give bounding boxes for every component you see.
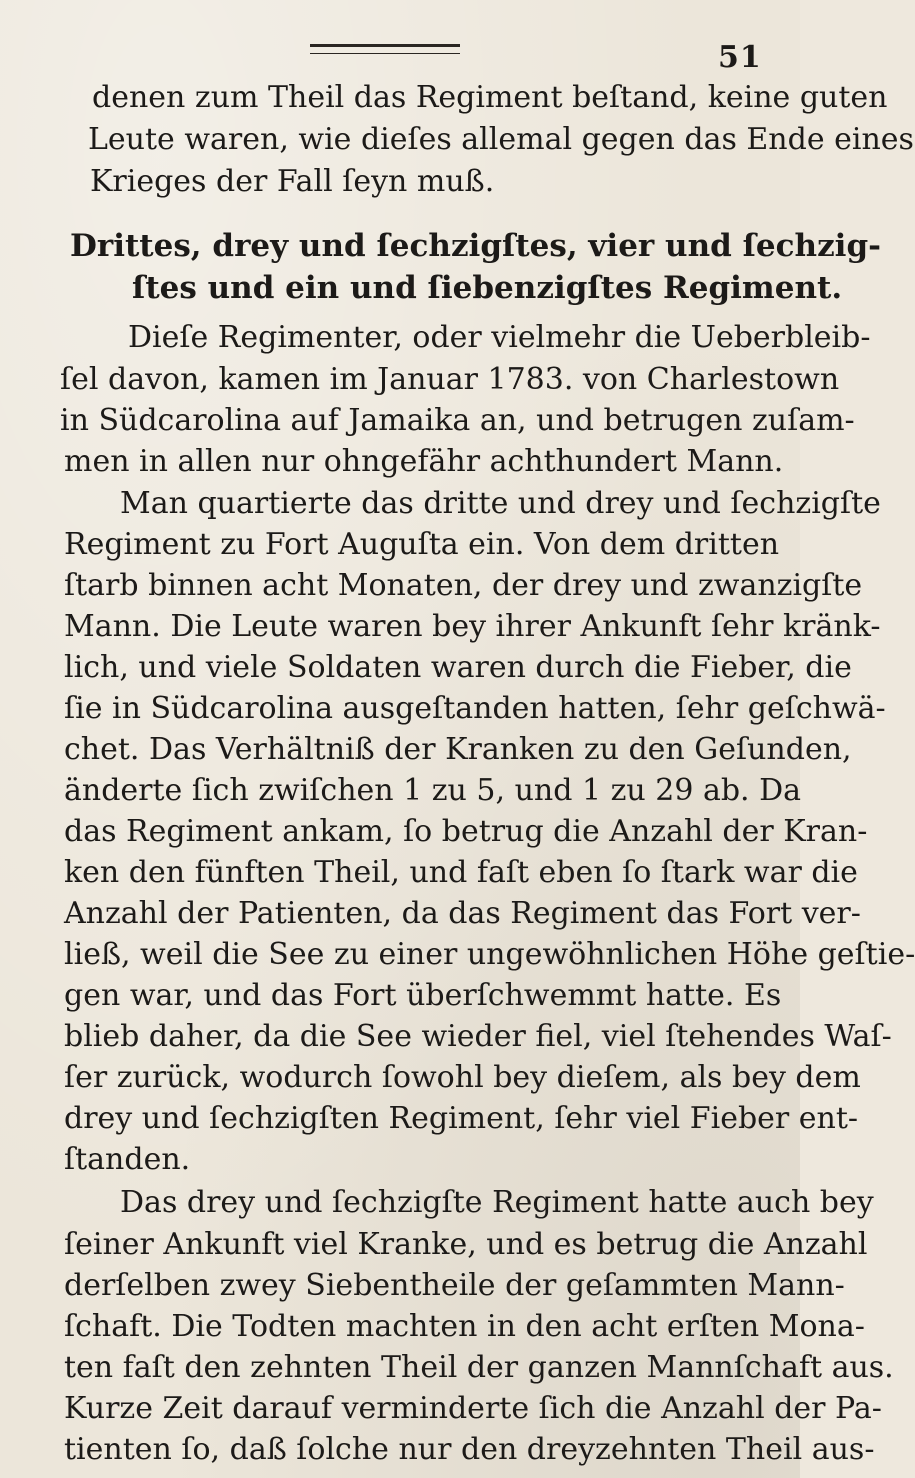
heading-line: Drittes, drey und ſechzigſtes, vier und ſechzig- [70, 228, 881, 264]
text-line: denen zum Theil das Regiment beſtand, keine guten [92, 80, 888, 115]
text-line: änderte ſich zwiſchen 1 zu 5, und 1 zu 29 ab. Da [64, 773, 802, 808]
text-line: Dieſe Regimenter, oder vielmehr die Ueberbleib- [128, 320, 871, 355]
text-line: ſer zurück, wodurch ſowohl bey dieſem, als bey dem [64, 1060, 861, 1095]
text-line: tienten ſo, daß ſolche nur den dreyzehnten Theil aus- [64, 1432, 875, 1467]
text-line: Man quartierte das dritte und drey und ſechzigſte [120, 486, 881, 521]
text-line: Das drey und ſechzigſte Regiment hatte auch bey [120, 1185, 874, 1220]
text-line: Mann. Die Leute waren bey ihrer Ankunft ſehr kränk- [64, 609, 881, 644]
text-line: ken den fünften Theil, und faſt eben ſo ſtark war die [64, 855, 858, 890]
text-line: ſtanden. [64, 1142, 191, 1177]
text-line: Krieges der Fall ſeyn muß. [90, 164, 495, 199]
text-line: ließ, weil die See zu einer ungewöhnlichen Höhe geſtie- [64, 937, 915, 972]
text-line: das Regiment ankam, ſo betrug die Anzahl der Kran- [64, 814, 868, 849]
text-line: in Südcarolina auf Jamaika an, und betrugen zuſam- [60, 403, 855, 438]
text-line: gen war, und das Fort überſchwemmt hatte. Es [64, 978, 782, 1013]
text-line: derſelben zwey Siebentheile der geſammten Mann- [64, 1268, 845, 1303]
text-line: ſeiner Ankunft viel Kranke, und es betrug die Anzahl [64, 1227, 868, 1262]
header-rule [310, 44, 460, 54]
text-line: Kurze Zeit darauf verminderte ſich die Anzahl der Pa- [64, 1391, 882, 1426]
text-line: drey und ſechzigſten Regiment, ſehr viel Fieber ent- [64, 1101, 859, 1136]
text-line: blieb daher, da die See wieder fiel, viel ſtehendes Waſ- [64, 1019, 892, 1054]
text-line: chet. Das Verhältniß der Kranken zu den Geſunden, [64, 732, 852, 767]
text-line: ſie in Südcarolina ausgeſtanden hatten, ſehr geſchwä- [64, 691, 886, 726]
heading-line: ſtes und ein und ſiebenzigſtes Regiment. [132, 270, 843, 306]
text-line: lich, und viele Soldaten waren durch die Fieber, die [64, 650, 852, 685]
text-line: men in allen nur ohngefähr achthundert Mann. [64, 444, 784, 479]
text-line: ſtarb binnen acht Monaten, der drey und zwanzigſte [64, 568, 863, 603]
text-line: ſchaft. Die Todten machten in den acht erſten Mona- [64, 1309, 865, 1344]
text-line: Leute waren, wie dieſes allemal gegen das Ende eines [88, 122, 914, 157]
text-line: ſel davon, kamen im Januar 1783. von Charlestown [60, 362, 840, 397]
text-line: ten faſt den zehnten Theil der ganzen Mannſchaft aus. [64, 1350, 894, 1385]
text-line: Regiment zu Fort Auguſta ein. Von dem dritten [64, 527, 780, 562]
page-number: 51 [718, 40, 762, 75]
text-line: Anzahl der Patienten, da das Regiment das Fort ver- [64, 896, 861, 931]
